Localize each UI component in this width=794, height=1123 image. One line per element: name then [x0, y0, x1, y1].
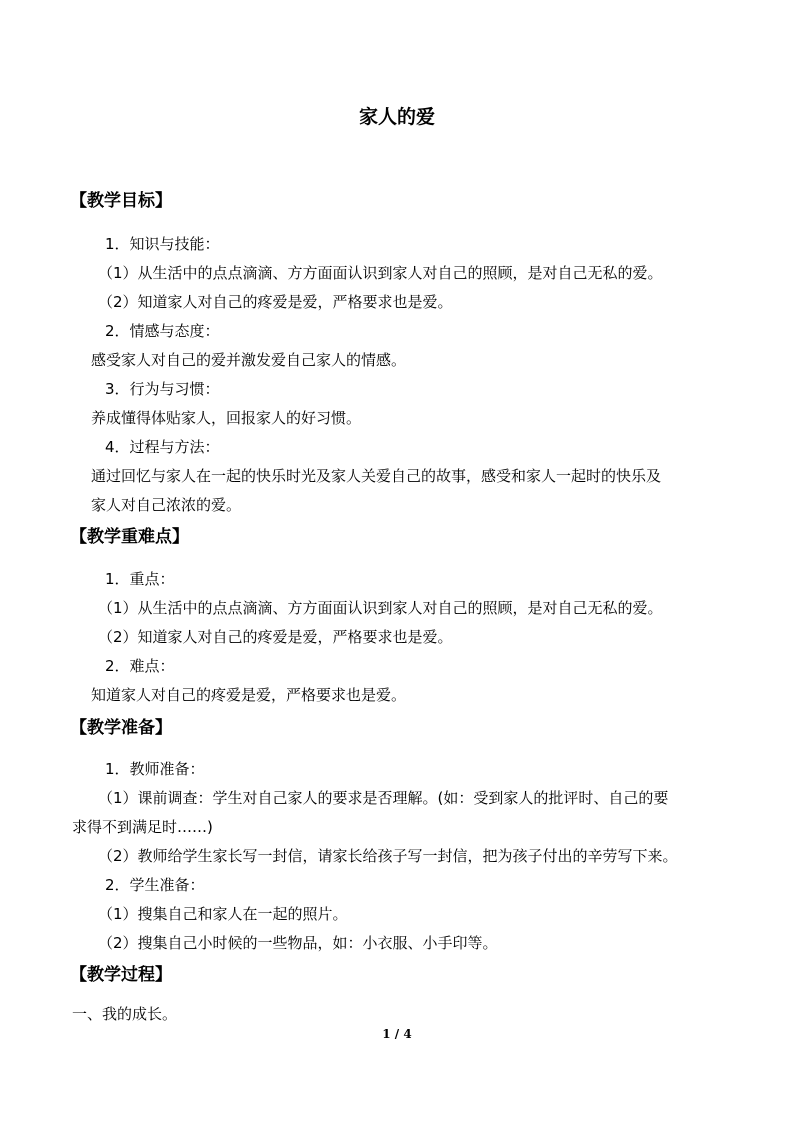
key-points-line: （2）知道家人对自己的疼爱是爱，严格要求也是爱。 [98, 628, 453, 646]
preparation-line: （2）教师给学生家长写一封信，请家长给孩子写一封信，把为孩子付出的辛劳写下来。 [98, 847, 678, 865]
section-heading-key-points: 【教学重难点】 [70, 527, 189, 547]
goals-line: 3．行为与习惯： [105, 380, 220, 398]
goals-line: 4．过程与方法： [105, 438, 220, 456]
goals-line: 养成懂得体贴家人，回报家人的好习惯。 [91, 409, 362, 427]
key-points-line: 知道家人对自己的疼爱是爱，严格要求也是爱。 [91, 686, 407, 704]
section-heading-process: 【教学过程】 [70, 965, 172, 985]
goals-line: 家人对自己浓浓的爱。 [91, 496, 242, 514]
preparation-line: （1）课前调查：学生对自己家人的要求是否理解。(如：受到家人的批评时、自己的要 [98, 789, 669, 807]
section-heading-preparation: 【教学准备】 [70, 718, 172, 738]
key-points-line: 2．难点： [105, 657, 175, 675]
goals-line: 通过回忆与家人在一起的快乐时光及家人关爱自己的故事，感受和家人一起时的快乐及 [91, 467, 662, 485]
document-title: 家人的爱 [358, 106, 435, 128]
section-heading-goals: 【教学目标】 [70, 191, 172, 211]
goals-line: 2．情感与态度： [105, 322, 220, 340]
preparation-line: 2．学生准备： [105, 876, 205, 894]
preparation-line: 求得不到满足时……) [72, 818, 213, 836]
preparation-line: 1．教师准备： [105, 760, 205, 778]
process-line: 一、我的成长。 [72, 1005, 178, 1023]
goals-line: 感受家人对自己的爱并激发爱自己家人的情感。 [91, 351, 407, 369]
goals-line: （2）知道家人对自己的疼爱是爱，严格要求也是爱。 [98, 293, 453, 311]
page-number: 1 / 4 [382, 1027, 412, 1041]
goals-line: （1）从生活中的点点滴滴、方方面面认识到家人对自己的照顾，是对自己无私的爱。 [98, 264, 663, 282]
goals-line: 1．知识与技能： [105, 235, 220, 253]
preparation-line: （1）搜集自己和家人在一起的照片。 [98, 905, 348, 923]
preparation-line: （2）搜集自己小时候的一些物品，如：小衣服、小手印等。 [98, 934, 498, 952]
key-points-line: （1）从生活中的点点滴滴、方方面面认识到家人对自己的照顾，是对自己无私的爱。 [98, 599, 663, 617]
key-points-line: 1．重点： [105, 570, 175, 588]
